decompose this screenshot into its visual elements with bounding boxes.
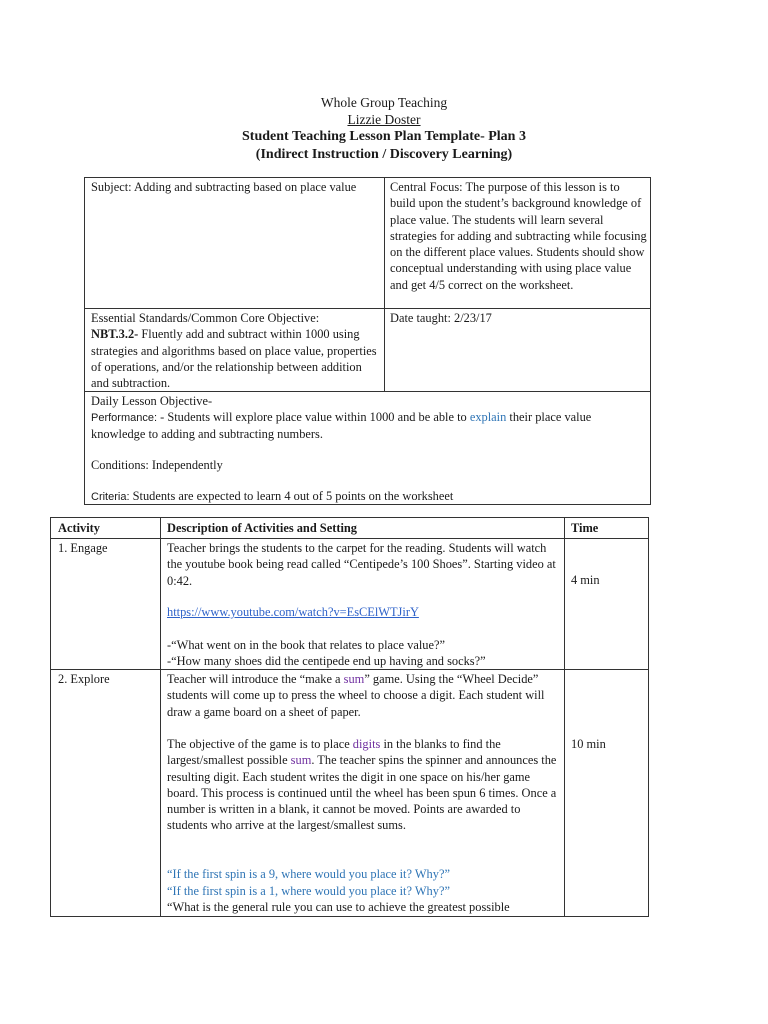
info-table-divider — [384, 177, 385, 392]
criteria-label: Criteria: — [91, 491, 130, 503]
activity-table-rule — [50, 538, 649, 539]
explore-objective — [167, 736, 560, 834]
column-header-activity: Activity — [58, 521, 100, 535]
criteria-text: Students are expected to learn 4 out of 5 points on the worksheet — [129, 489, 454, 503]
activity-table-divider — [160, 517, 161, 917]
explore-text: . The teacher spins the spinner and announces the resulting digit. Each student writes the digit in one space on his/her game board. This process is continued until the wheel has been spun 6 times. Once a number is written in a blank, it cannot be moved. Points are awarded to students who arrive at the largest/smallest sums. — [167, 753, 557, 833]
vocab-sum: sum — [290, 753, 312, 768]
performance-objective — [91, 409, 647, 443]
explore-text: ” game. Using the “Wheel Decide” students will come up to press the wheel to choose a digit. Each student will draw a game board on a sheet of paper. — [167, 672, 545, 719]
vocab-digits: digits — [352, 737, 381, 751]
standards-cell — [91, 310, 379, 391]
explore-text: The objective of the game is to place — [167, 737, 353, 751]
youtube-link[interactable]: https://www.youtube.com/watch?v=EsCElWTJirY — [167, 605, 419, 619]
engage-description: Teacher brings the students to the carpet for the reading. Students will watch the youtube book being read called “Centipede’s 100 Shoes”. Starting video at 0:42. — [167, 541, 556, 588]
central-focus-cell: Central Focus: The purpose of this lesson is to build upon the student’s background knowledge of place value. The students will learn several strategies for adding and subtracting while focusing on the different place values. Students should show conceptual understanding with using place value and get 4/5 correct on the worksheet. — [390, 180, 647, 292]
explore-intro — [167, 671, 560, 720]
performance-text-a: - Students will explore place value within 1000 and be able to — [157, 410, 470, 424]
column-header-description: Description of Activities and Setting — [167, 521, 357, 535]
author-name: Lizzie Doster — [347, 112, 421, 127]
performance-label: Performance: — [91, 412, 158, 424]
engage-question: -“How many shoes did the centipede end up having and socks?” — [167, 654, 486, 668]
daily-objective-label: Daily Lesson Objective- — [91, 394, 213, 408]
document-title: Student Teaching Lesson Plan Template- Plan 3 — [242, 129, 526, 144]
criteria-objective — [91, 488, 647, 505]
standards-text: Fluently add and subtract within 1000 using strategies and algorithms based on place value, properties of operations, and/or the relationship between addition and subtraction. — [91, 327, 377, 391]
subject-cell: Subject: Adding and subtracting based on place value — [91, 180, 357, 194]
vocab-sum: sum — [343, 672, 365, 686]
performance-text-b: their place value knowledge to adding and subtracting numbers. — [91, 410, 592, 442]
header-line: Whole Group Teaching — [320, 95, 448, 110]
activity-explore: 2. Explore — [58, 672, 110, 686]
engage-question: -“What went on in the book that relates to place value?” — [167, 638, 445, 652]
date-taught-cell: Date taught: 2/23/17 — [390, 311, 492, 325]
explore-question: “If the first spin is a 9, where would you place it? Why?” — [167, 867, 450, 881]
activity-engage: 1. Engage — [58, 541, 108, 555]
standards-code: NBT.3.2- — [91, 327, 139, 342]
document-subtitle: (Indirect Instruction / Discovery Learning) — [255, 147, 513, 162]
info-table-rule — [84, 308, 651, 309]
conditions-objective: Conditions: Independently — [91, 458, 223, 472]
explore-text: in the blanks to find the largest/smallest possible — [167, 737, 501, 768]
column-header-time: Time — [571, 521, 599, 535]
performance-explain: explain — [469, 410, 507, 424]
activity-table-divider — [564, 517, 565, 917]
explore-question: “What is the general rule you can use to achieve the greatest possible — [167, 900, 510, 914]
explore-time: 10 min — [571, 737, 606, 751]
engage-time: 4 min — [571, 573, 600, 587]
explore-text: Teacher will introduce the “make a — [167, 672, 344, 686]
explore-question: “If the first spin is a 1, where would you place it? Why?” — [167, 884, 450, 898]
standards-label: Essential Standards/Common Core Objective: — [91, 311, 320, 325]
